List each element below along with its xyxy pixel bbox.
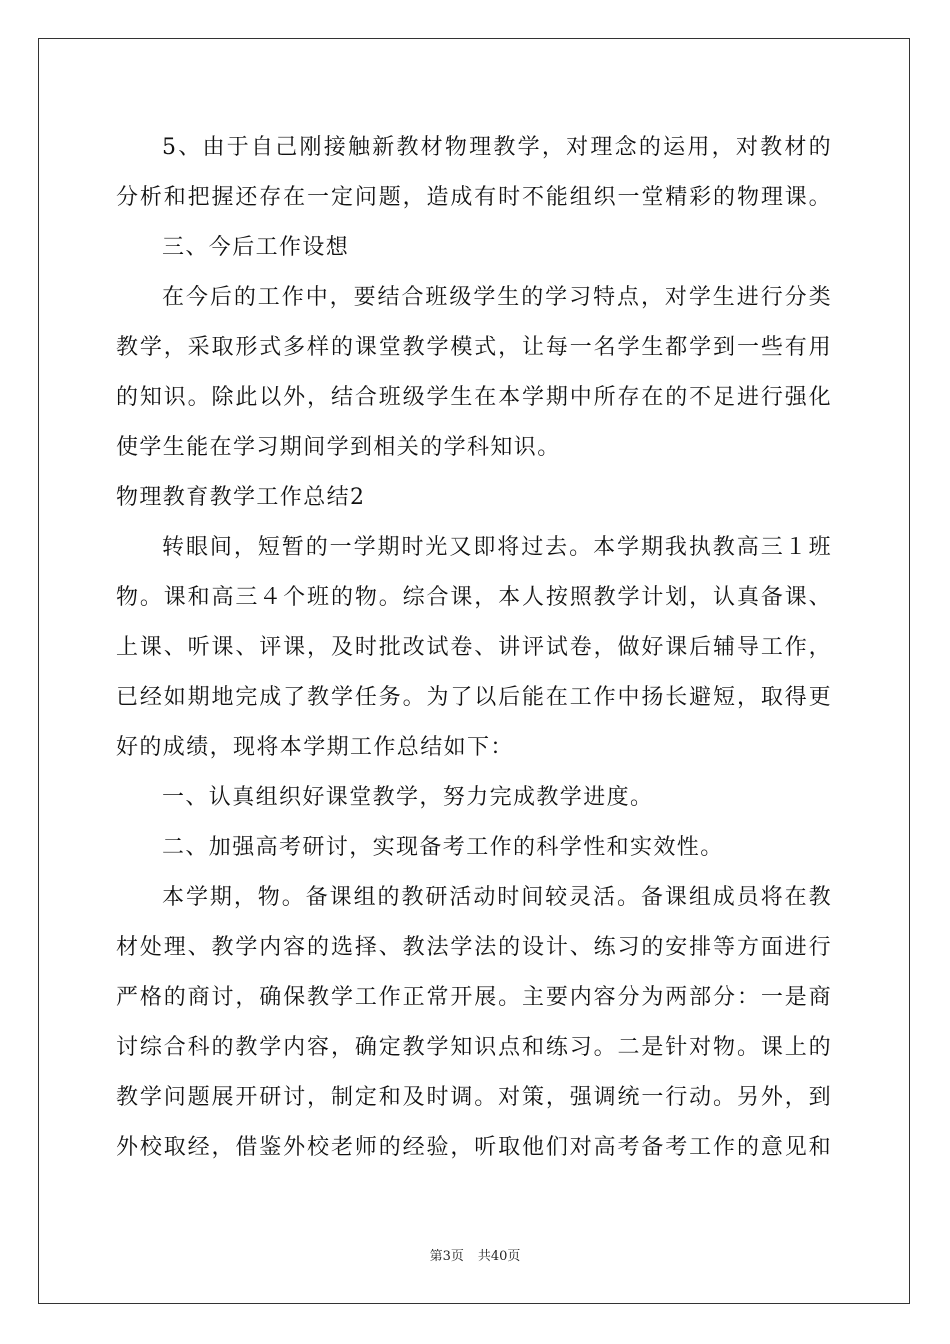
paragraph-line: 转眼间，短暂的一学期时光又即将过去。本学期我执教高三１班	[162, 535, 832, 560]
section-heading: 三、今后工作设想	[162, 235, 350, 260]
paragraph-line: 物。课和高三４个班的物。综合课，本人按照教学计划，认真备课、	[116, 585, 832, 610]
paragraph-line: 讨综合科的教学内容，确定教学知识点和练习。二是针对物。课上的	[116, 1035, 832, 1060]
paragraph-line: 严格的商讨，确保教学工作正常开展。主要内容分为两部分：一是商	[116, 985, 832, 1010]
paragraph-line: 外校取经，借鉴外校老师的经验，听取他们对高考备考工作的意见和	[116, 1135, 832, 1160]
document-title: 物理教育教学工作总结2	[116, 485, 366, 510]
paragraph-line: 好的成绩，现将本学期工作总结如下：	[116, 735, 514, 760]
page-number: 第3页	[429, 1249, 464, 1264]
paragraph-line: 的知识。除此以外，结合班级学生在本学期中所存在的不足进行强化	[116, 385, 832, 410]
paragraph-line: 使学生能在学习期间学到相关的学科知识。	[116, 435, 561, 460]
paragraph-line: 材处理、教学内容的选择、教法学法的设计、练习的安排等方面进行	[116, 935, 832, 960]
paragraph-line: 教学，采取形式多样的课堂教学模式，让每一名学生都学到一些有用	[116, 335, 832, 360]
paragraph-line: 5、由于自己刚接触新教材物理教学，对理念的运用，对教材的	[162, 135, 832, 160]
paragraph-line: 教学问题展开研讨，制定和及时调。对策，强调统一行动。另外，到	[116, 1085, 832, 1110]
paragraph-line: 本学期，物。备课组的教研活动时间较灵活。备课组成员将在教	[162, 885, 832, 910]
paragraph-line: 分析和把握还存在一定问题，造成有时不能组织一堂精彩的物理课。	[116, 185, 832, 210]
paragraph-line: 在今后的工作中，要结合班级学生的学习特点，对学生进行分类	[162, 285, 832, 310]
page-total: 共40页	[477, 1249, 521, 1264]
paragraph-line: 上课、听课、评课，及时批改试卷、讲评试卷，做好课后辅导工作，	[116, 635, 832, 660]
paragraph-line: 已经如期地完成了教学任务。为了以后能在工作中扬长避短，取得更	[116, 685, 832, 710]
section-heading: 一、认真组织好课堂教学，努力完成教学进度。	[162, 785, 654, 810]
page-footer	[0, 1245, 950, 1264]
section-heading: 二、加强高考研讨，实现备考工作的科学性和实效性。	[162, 835, 724, 860]
